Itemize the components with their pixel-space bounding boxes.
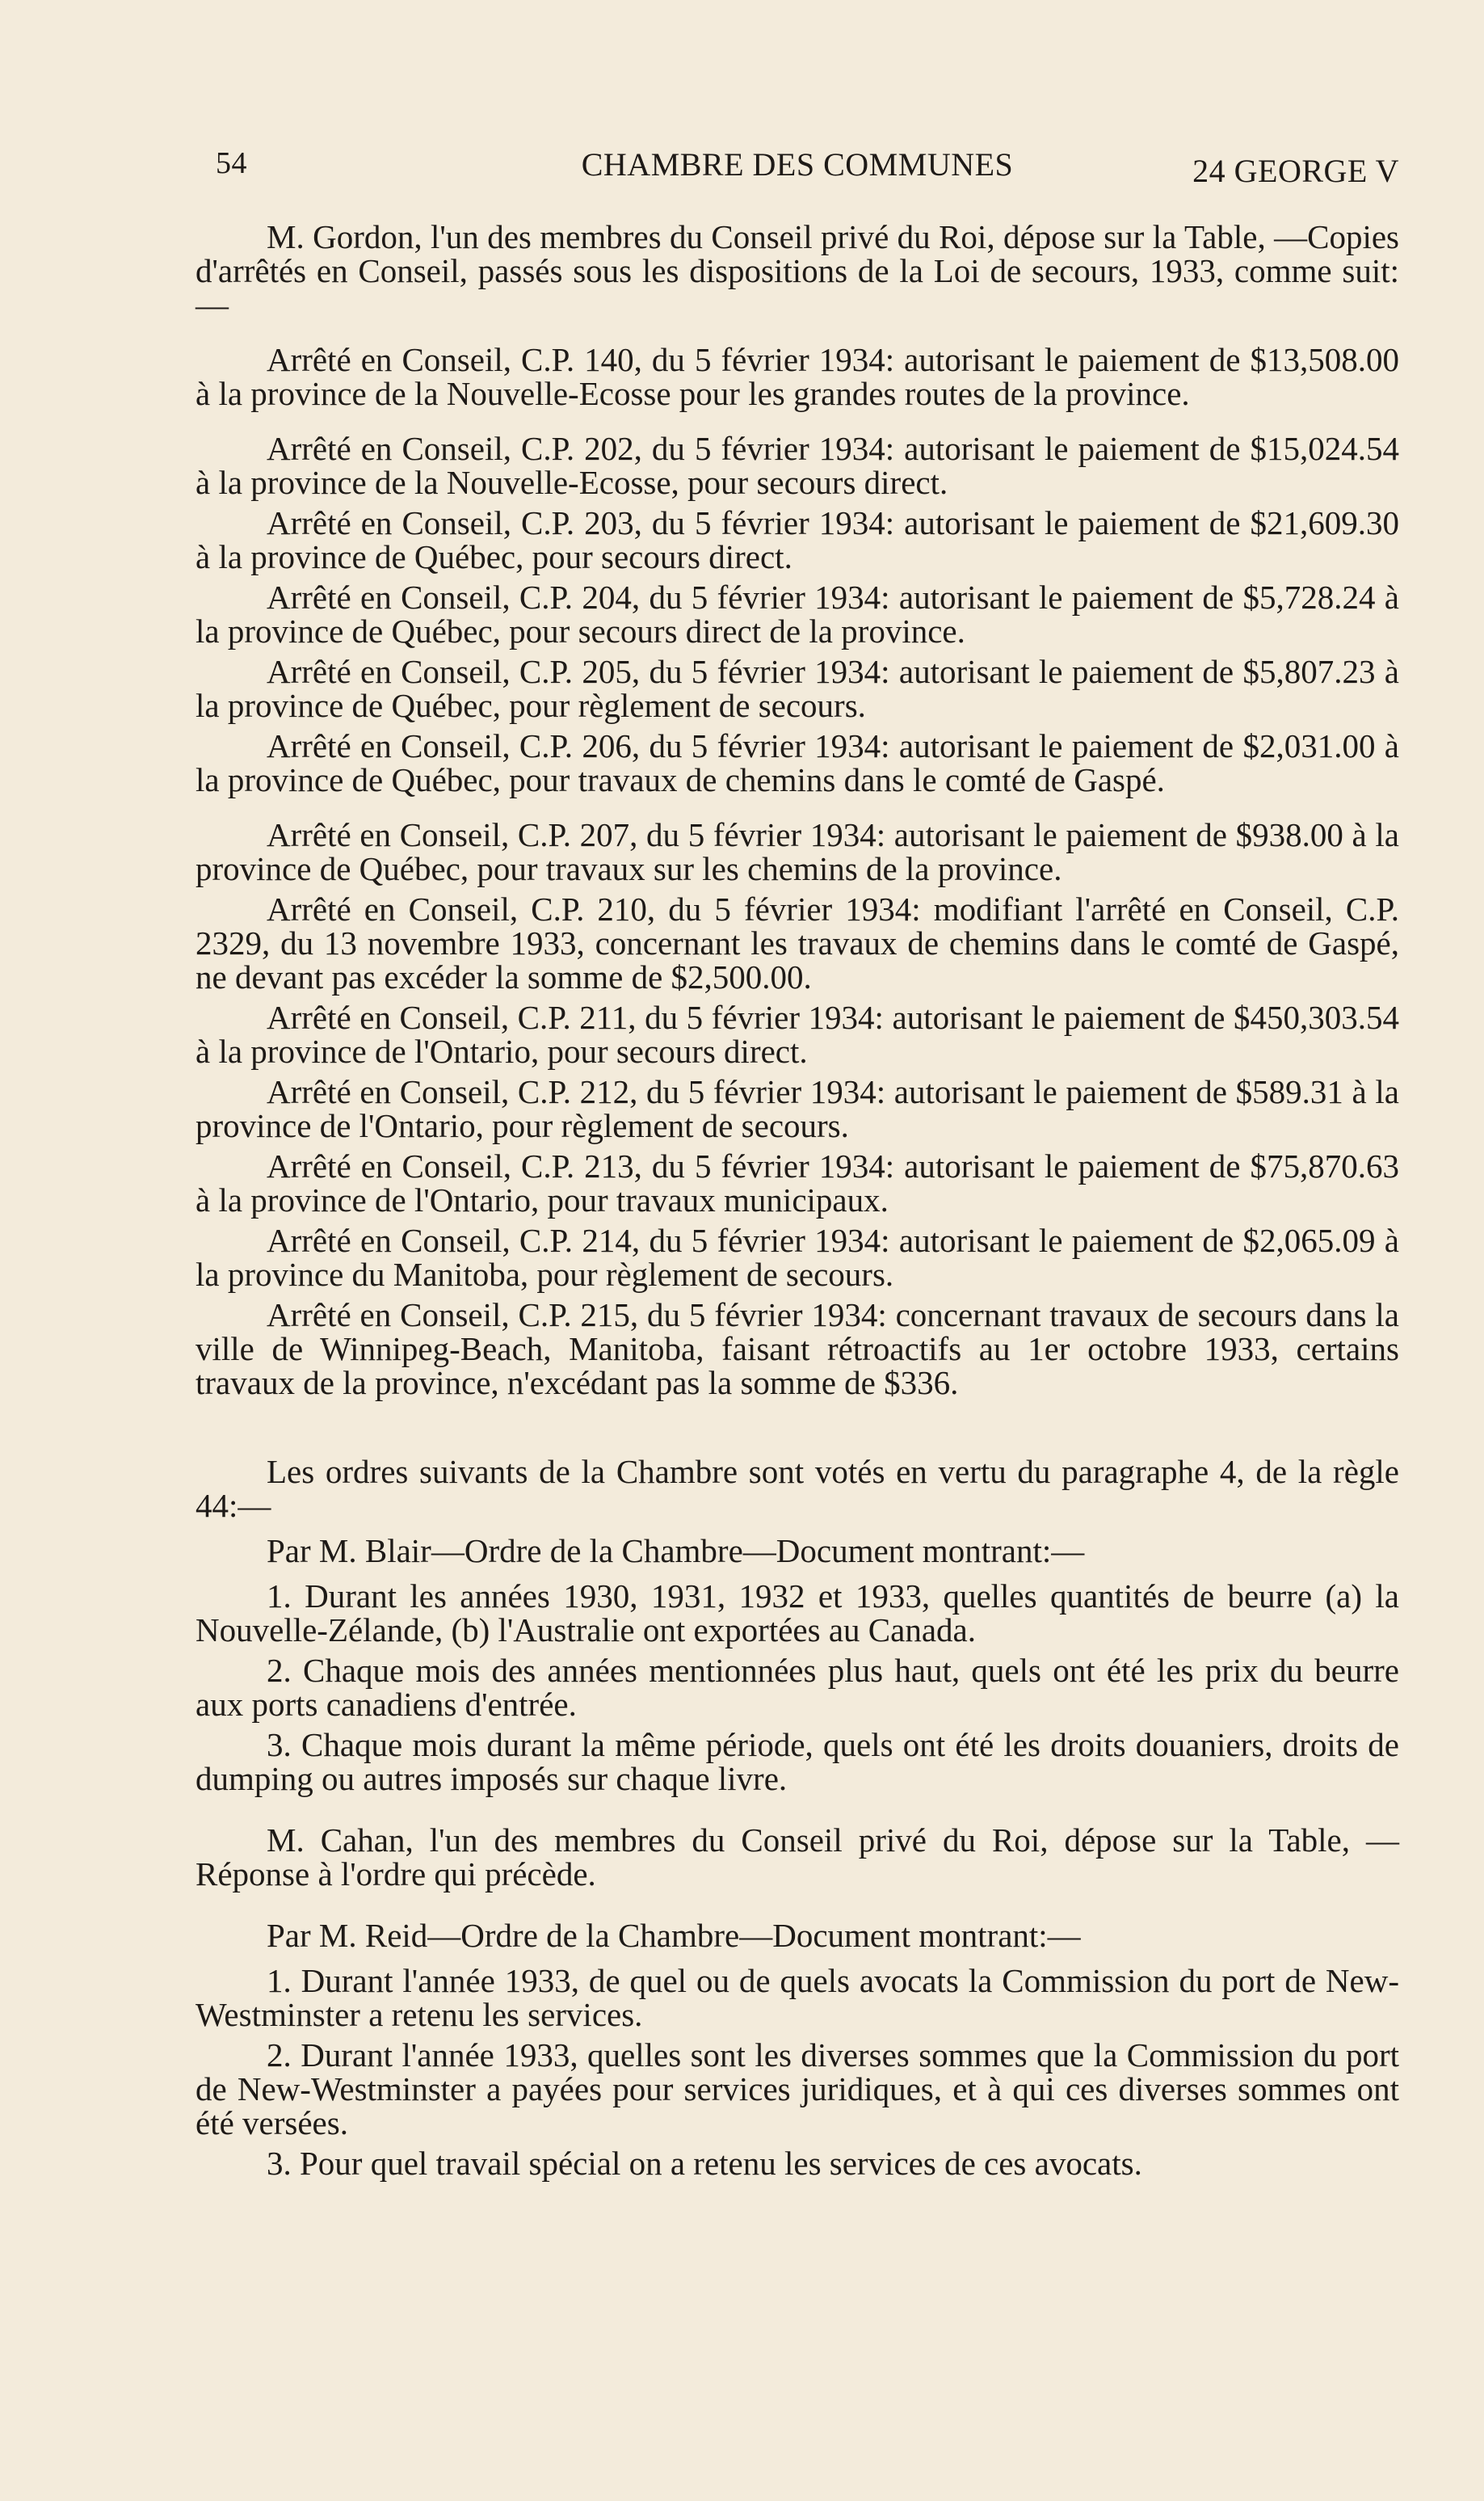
paragraph-blair-item-3: 3. Chaque mois durant la même période, quels ont été les droits douaniers, droits de dumping ou autres imposés sur chaque livre. <box>195 1726 1399 1797</box>
paragraph-reid-order: Par M. Reid—Ordre de la Chambre—Document montrant:— <box>267 1917 1081 1954</box>
regnal-year: 24 GEORGE V <box>1192 153 1399 189</box>
paragraph-order-cp207: Arrêté en Conseil, C.P. 207, du 5 février 1934: autorisant le paiement de $938.00 à la province de Québec, pour travaux sur les chemins de la province. <box>195 816 1399 887</box>
paragraph-reid-item-2: 2. Durant l'année 1933, quelles sont les diverses sommes que la Commission du port de New-Westminster a payées pour services juridiques, et à qui ces diverses sommes ont été versées. <box>195 2036 1399 2141</box>
paragraph-reid-item-3: 3. Pour quel travail spécial on a retenu les services de ces avocats. <box>267 2145 1142 2182</box>
page-number: 54 <box>216 146 247 180</box>
paragraph-order-cp212: Arrêté en Conseil, C.P. 212, du 5 février 1934: autorisant le paiement de $589.31 à la province de l'Ontario, pour règlement de secours. <box>195 1073 1399 1144</box>
paragraph-order-cp204: Arrêté en Conseil, C.P. 204, du 5 février 1934: autorisant le paiement de $5,728.24 à la province de Québec, pour secours direct de la province. <box>195 579 1399 650</box>
paragraph-blair-item-2: 2. Chaque mois des années mentionnées plus haut, quels ont été les prix du beurre aux ports canadiens d'entrée. <box>195 1652 1399 1723</box>
paragraph-order-cp205: Arrêté en Conseil, C.P. 205, du 5 février 1934: autorisant le paiement de $5,807.23 à la province de Québec, pour règlement de secours. <box>195 653 1399 724</box>
paragraph-order-cp215: Arrêté en Conseil, C.P. 215, du 5 février 1934: concernant travaux de secours dans la ville de Winnipeg-Beach, Manitoba, faisant rétroactifs au 1er octobre 1933, certains travaux de la province, n'excédant pas la somme de $336. <box>195 1296 1399 1401</box>
paragraph-tabling-statement: M. Gordon, l'un des membres du Conseil privé du Roi, dépose sur la Table, —Copies d'arrêtés en Conseil, passés sous les dispositions de la Loi de secours, 1933, comme suit:— <box>195 218 1399 323</box>
paragraph-order-cp140: Arrêté en Conseil, C.P. 140, du 5 février 1934: autorisant le paiement de $13,508.00 à la province de la Nouvelle-Ecosse pour les grandes routes de la province. <box>195 341 1399 412</box>
document-page <box>0 145 1484 2501</box>
header-title: CHAMBRE DES COMMUNES <box>581 146 1014 183</box>
paragraph-blair-item-1: 1. Durant les années 1930, 1931, 1932 et 1933, quelles quantités de beurre (a) la Nouvelle-Zélande, (b) l'Australie ont exportées au Canada. <box>195 1577 1399 1648</box>
running-header <box>195 145 1399 202</box>
paragraph-order-cp211: Arrêté en Conseil, C.P. 211, du 5 février 1934: autorisant le paiement de $450,303.54 à la province de l'Ontario, pour secours direct. <box>195 999 1399 1070</box>
paragraph-cahan-reply: M. Cahan, l'un des membres du Conseil privé du Roi, dépose sur la Table, —Réponse à l'ordre qui précède. <box>195 1821 1399 1893</box>
document-body <box>195 220 1399 2180</box>
paragraph-votes-intro: Les ordres suivants de la Chambre sont votés en vertu du paragraphe 4, de la règle 44:— <box>195 1453 1399 1524</box>
paragraph-blair-order: Par M. Blair—Ordre de la Chambre—Document montrant:— <box>267 1532 1085 1569</box>
paragraph-order-cp214: Arrêté en Conseil, C.P. 214, du 5 février 1934: autorisant le paiement de $2,065.09 à la province du Manitoba, pour règlement de secours. <box>195 1222 1399 1293</box>
paragraph-order-cp202: Arrêté en Conseil, C.P. 202, du 5 février 1934: autorisant le paiement de $15,024.54 à la province de la Nouvelle-Ecosse, pour secours direct. <box>195 430 1399 501</box>
paragraph-order-cp203: Arrêté en Conseil, C.P. 203, du 5 février 1934: autorisant le paiement de $21,609.30 à la province de Québec, pour secours direct. <box>195 504 1399 575</box>
paragraph-reid-item-1: 1. Durant l'année 1933, de quel ou de quels avocats la Commission du port de New-Westminster a retenu les services. <box>195 1962 1399 2033</box>
paragraph-order-cp206: Arrêté en Conseil, C.P. 206, du 5 février 1934: autorisant le paiement de $2,031.00 à la province de Québec, pour travaux de chemins dans le comté de Gaspé. <box>195 727 1399 798</box>
paragraph-order-cp210: Arrêté en Conseil, C.P. 210, du 5 février 1934: modifiant l'arrêté en Conseil, C.P. 2329, du 13 novembre 1933, concernant les travaux de chemins dans le comté de Gaspé, ne devant pas excéder la somme de $2,500.00. <box>195 891 1399 996</box>
paragraph-order-cp213: Arrêté en Conseil, C.P. 213, du 5 février 1934: autorisant le paiement de $75,870.63 à la province de l'Ontario, pour travaux municipaux. <box>195 1147 1399 1219</box>
